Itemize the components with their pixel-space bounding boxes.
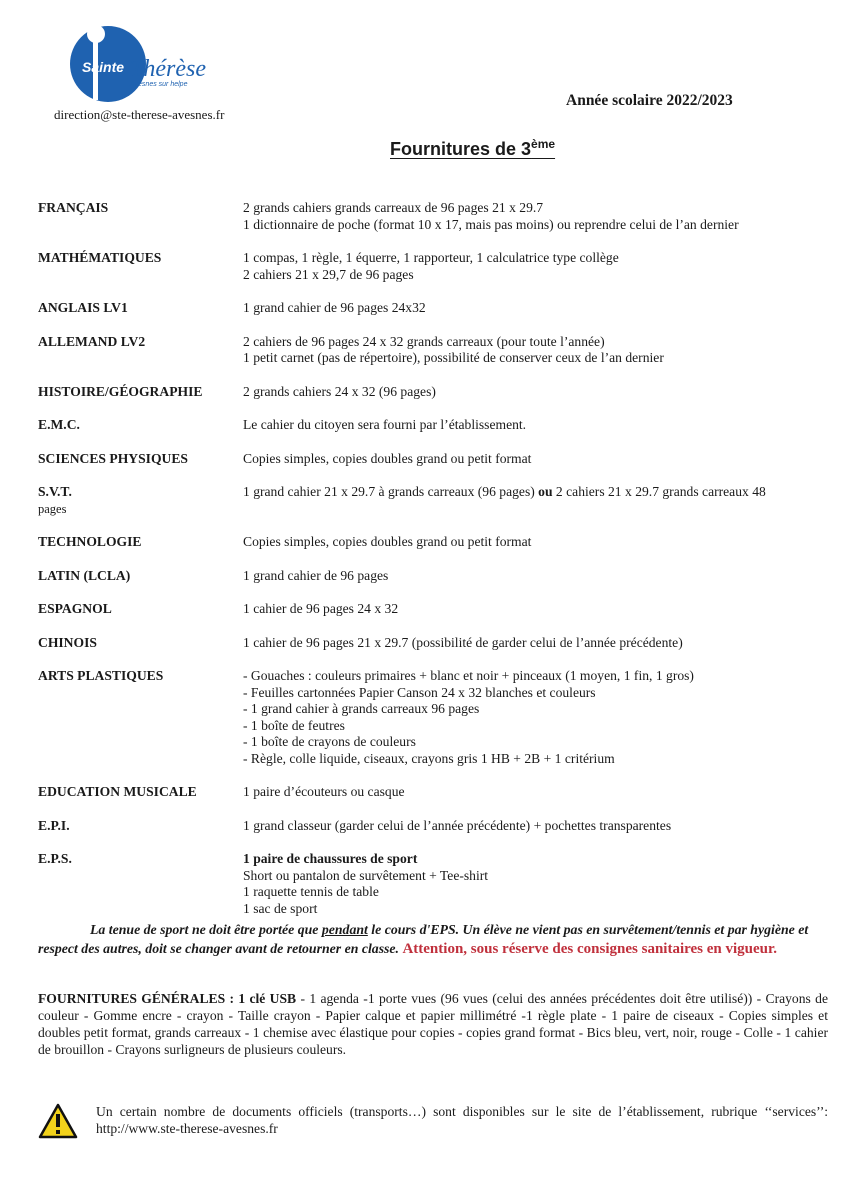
subject-row bbox=[38, 417, 818, 434]
documents-info: Un certain nombre de documents officiels (transports…) sont disponibles sur le site de l’établissement, rubrique ‘‘services’’: http://www.ste-therese-avesnes.fr bbox=[96, 1104, 828, 1136]
subject-row bbox=[38, 851, 818, 917]
subject-row bbox=[38, 200, 818, 233]
item-line: - Règle, colle liquide, ciseaux, crayons gris 1 HB + 2B + 1 critérium bbox=[243, 750, 615, 766]
item-line: Le cahier du citoyen sera fourni par l’établissement. bbox=[243, 417, 527, 432]
subject-name: HISTOIRE/GÉOGRAPHIE bbox=[38, 383, 203, 399]
subject-name: ESPAGNOL bbox=[38, 601, 112, 616]
page-title: Fournitures de 3ème bbox=[390, 137, 556, 159]
school-logo bbox=[52, 22, 212, 102]
sport-dress-notice: La tenue de sport ne doit être portée que pendant le cours d'EPS. Un élève ne vient pas en survêtement/tennis et par hygiène et respect des autres, doit se changer avant de retourner en classe. Attention, sous réserve des consignes sanitaires en vigueur. bbox=[38, 922, 809, 957]
item-line: Short ou pantalon de survêtement + Tee-shirt bbox=[243, 867, 489, 883]
item-line: 2 grands cahiers 24 x 32 (96 pages) bbox=[243, 383, 436, 399]
item-line: 1 compas, 1 règle, 1 équerre, 1 rapporteur, 1 calculatrice type collège bbox=[243, 250, 619, 265]
svg-text:Sainte: Sainte bbox=[82, 59, 125, 75]
svg-text:Avesnes sur helpe: Avesnes sur helpe bbox=[130, 81, 188, 88]
subject-row bbox=[38, 568, 818, 585]
subject-row bbox=[38, 534, 818, 551]
svg-text:Thérèse: Thérèse bbox=[130, 56, 206, 82]
subject-row bbox=[38, 250, 818, 283]
subject-name: MATHÉMATIQUES bbox=[38, 250, 162, 265]
item-line: 1 grand cahier de 96 pages 24x32 bbox=[243, 300, 426, 315]
item-line: 1 paire de chaussures de sport bbox=[243, 851, 418, 866]
subject-name: ANGLAIS LV1 bbox=[38, 300, 128, 315]
item-line: 1 dictionnaire de poche (format 10 x 17, mais pas moins) ou reprendre celui de l’an dernier bbox=[243, 216, 739, 232]
item-line: - 1 grand cahier à grands carreaux 96 pages bbox=[243, 701, 480, 716]
subject-row bbox=[38, 300, 818, 317]
general-supplies: FOURNITURES GÉNÉRALES : 1 clé USB - 1 agenda -1 porte vues (96 vues (celui des années précédentes doit être utilisé)) - Crayons de couleur - Gomme encre - crayon - Taille crayon - Papier calque et papier millimétré -1 règle plate - 1 paire de ciseaux - Copies simples et doubles petit format, grands carreaux - 1 chemise avec élastique pour copies - copies grand format - Bics bleu, vert, noir, rouge - Colle - 1 cahier de brouillon - Crayons surligneurs de plusieurs couleurs. bbox=[38, 991, 828, 1057]
item-line: 1 paire d’écouteurs ou casque bbox=[243, 784, 405, 799]
subject-row bbox=[38, 818, 818, 835]
health-warning: Attention, sous réserve des consignes sanitaires en vigueur. bbox=[402, 941, 778, 957]
item-line: 1 cahier de 96 pages 24 x 32 bbox=[243, 601, 399, 616]
subject-row bbox=[38, 784, 818, 801]
item-line: 1 raquette tennis de table bbox=[243, 884, 379, 899]
subject-name: E.M.C. bbox=[38, 417, 80, 432]
item-line: 1 cahier de 96 pages 21 x 29.7 (possibilité de garder celui de l’année précédente) bbox=[243, 634, 683, 650]
item-line: Copies simples, copies doubles grand ou petit format bbox=[243, 534, 532, 549]
subject-name: TECHNOLOGIE bbox=[38, 534, 142, 549]
subject-name: ARTS PLASTIQUES bbox=[38, 668, 164, 683]
item-line: 1 grand classeur (garder celui de l’année précédente) + pochettes transparentes bbox=[243, 817, 672, 833]
subject-row bbox=[38, 668, 818, 767]
item-line: 2 cahiers de 96 pages 24 x 32 grands carreaux (pour toute l’année) bbox=[243, 333, 605, 349]
subject-name: E.P.S. bbox=[38, 851, 72, 866]
item-line: 2 cahiers 21 x 29,7 de 96 pages bbox=[243, 266, 414, 282]
item-line: 1 petit carnet (pas de répertoire), possibilité de conserver ceux de l’an dernier bbox=[243, 350, 664, 365]
subject-row: S.V.T. pages 1 grand cahier 21 x 29.7 à grands carreaux (96 pages) ou 2 cahiers 21 x 29.7 grands carreaux 48 bbox=[38, 484, 766, 516]
item-line: 1 grand cahier de 96 pages bbox=[243, 567, 389, 583]
item-line: - Feuilles cartonnées Papier Canson 24 x 32 blanches et couleurs bbox=[243, 684, 596, 700]
subject-name: LATIN (LCLA) bbox=[38, 567, 131, 583]
item-line: Copies simples, copies doubles grand ou petit format bbox=[243, 450, 532, 466]
subject-name: CHINOIS bbox=[38, 634, 97, 650]
school-year: Année scolaire 2022/2023 bbox=[566, 92, 733, 109]
subject-name: SCIENCES PHYSIQUES bbox=[38, 450, 188, 466]
item-line: - 1 boîte de feutres bbox=[243, 717, 345, 733]
item-line: 1 sac de sport bbox=[243, 900, 318, 916]
subject-row bbox=[38, 384, 818, 401]
subject-name: FRANÇAIS bbox=[38, 200, 109, 215]
subject-row bbox=[38, 635, 818, 652]
subject-name: EDUCATION MUSICALE bbox=[38, 784, 197, 799]
item-line: - 1 boîte de crayons de couleurs bbox=[243, 734, 416, 749]
subject-row bbox=[38, 451, 818, 468]
warning-icon bbox=[38, 1103, 78, 1139]
item-line: - Gouaches : couleurs primaires + blanc et noir + pinceaux (1 moyen, 1 fin, 1 gros) bbox=[243, 668, 694, 683]
item-line: 2 grands cahiers grands carreaux de 96 pages 21 x 29.7 bbox=[243, 200, 544, 215]
subject-row bbox=[38, 601, 818, 618]
contact-email: direction@ste-therese-avesnes.fr bbox=[54, 107, 225, 122]
subjects-list bbox=[38, 200, 818, 917]
subject-name: E.P.I. bbox=[38, 817, 70, 833]
subject-name: ALLEMAND LV2 bbox=[38, 333, 146, 349]
subject-name: S.V.T. pages bbox=[38, 484, 72, 516]
subject-row bbox=[38, 334, 818, 367]
